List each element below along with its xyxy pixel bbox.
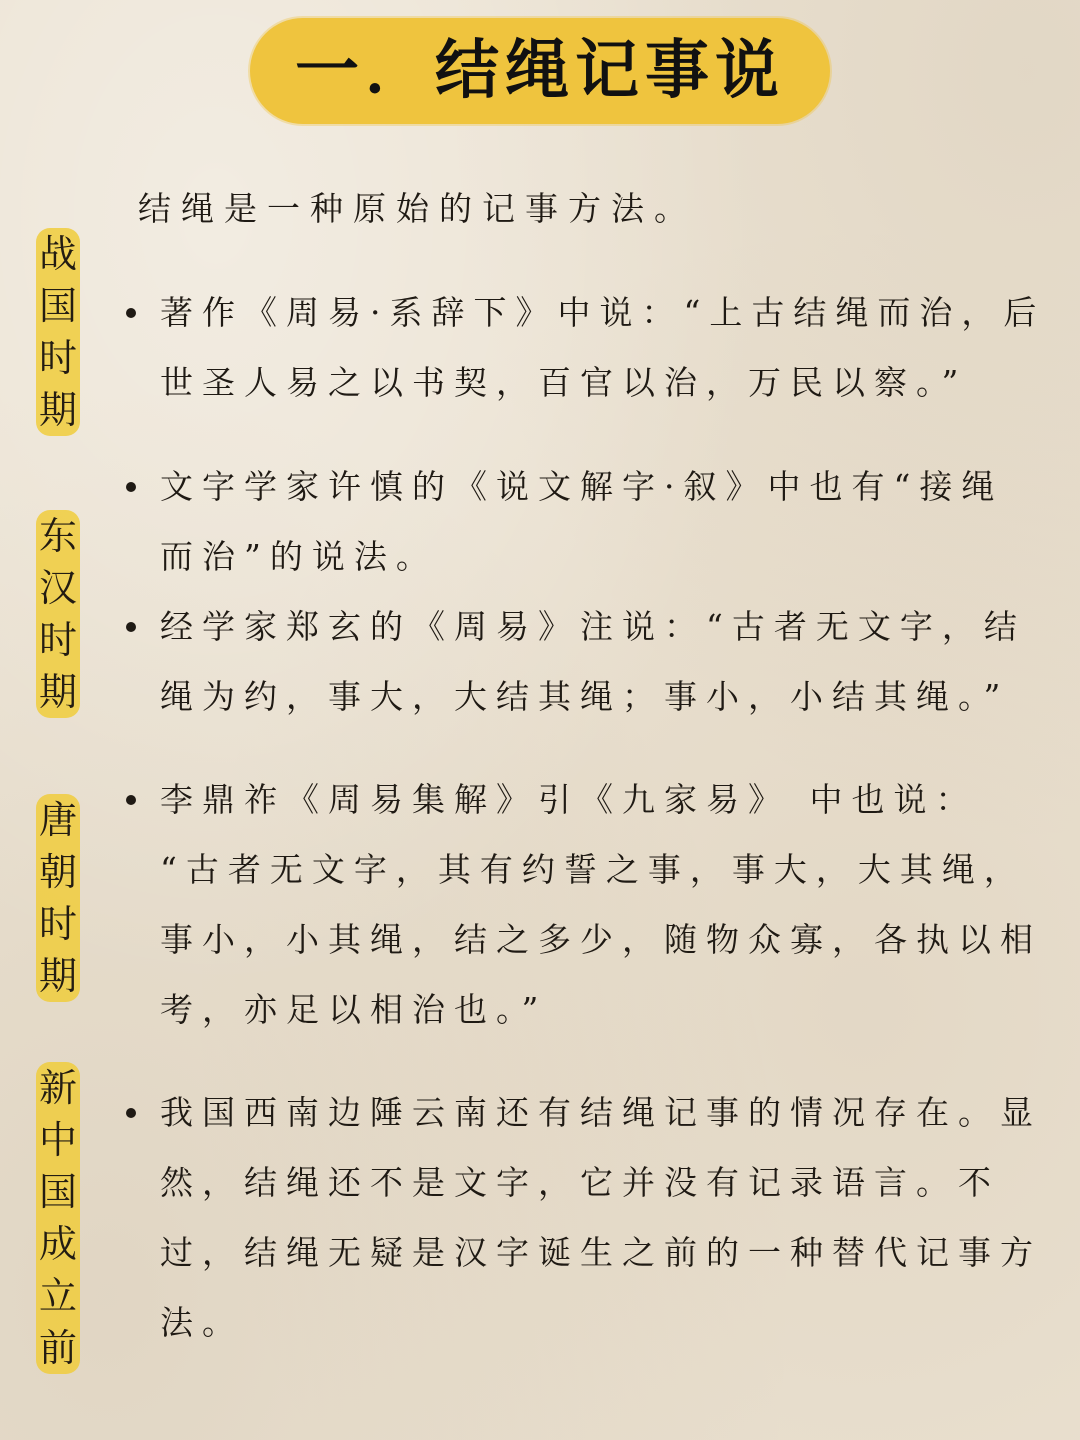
- era-char: 国: [38, 1170, 77, 1214]
- era-char: 前: [38, 1326, 77, 1370]
- bullet-text-line: 事小，小其绳，结之多少，随物众寡，各执以相: [160, 920, 1042, 959]
- bullet-dot: [126, 1108, 136, 1118]
- era-char: 时: [38, 902, 77, 946]
- era-char: 汉: [38, 566, 77, 610]
- bullet-text-line: 法。: [160, 1303, 244, 1342]
- bullet-text-line: 世圣人易之以书契，百官以治，万民以察。”: [160, 363, 968, 402]
- era-char: 东: [38, 514, 77, 558]
- era-label-warring-states: [30, 228, 86, 436]
- era-label-eastern-han: [30, 510, 86, 718]
- era-char: 国: [38, 284, 77, 328]
- era-char: 朝: [38, 850, 77, 894]
- bullet-text-line: 然，结绳还不是文字，它并没有记录语言。不: [160, 1163, 1000, 1202]
- bullet-text-line: “古者无文字，其有约誓之事，事大，大其绳，: [160, 850, 1026, 889]
- bullet-text-line: 绳为约，事大，大结其绳；事小，小结其绳。”: [160, 677, 1010, 716]
- bullet-text-line: 经学家郑玄的《周易》注说：“古者无文字，结: [160, 607, 1026, 646]
- era-label-tang: [30, 794, 86, 1002]
- era-char: 立: [38, 1274, 77, 1318]
- bullet-dot: [126, 482, 136, 492]
- era-char: 期: [38, 388, 77, 432]
- era-char: 唐: [38, 798, 77, 842]
- era-label-pre-new-china: [30, 1062, 86, 1374]
- bullet-dot: [126, 308, 136, 318]
- era-char: 时: [38, 336, 77, 380]
- bullet-text-line: 而治”的说法。: [160, 537, 438, 576]
- intro-text: 结绳是一种原始的记事方法。: [138, 189, 697, 228]
- page-title: 一．结绳记事说: [295, 34, 785, 108]
- bullet-text-line: 过，结绳无疑是汉字诞生之前的一种替代记事方: [160, 1233, 1042, 1272]
- bullet-dot: [126, 795, 136, 805]
- bullet-text-line: 李鼎祚《周易集解》引《九家易》 中也说：: [160, 780, 978, 819]
- era-char: 新: [38, 1066, 77, 1110]
- bullet-dot: [126, 622, 136, 632]
- bullet-text-line: 我国西南边陲云南还有结绳记事的情况存在。显: [160, 1093, 1042, 1132]
- bullet-text-line: 著作《周易·系辞下》中说：“上古结绳而治，后: [160, 293, 1046, 332]
- era-char: 中: [38, 1118, 77, 1162]
- era-char: 时: [38, 618, 77, 662]
- bullet-text-line: 文字学家许慎的《说文解字·叙》中也有“接绳: [160, 467, 1004, 506]
- era-char: 战: [38, 232, 77, 276]
- era-char: 期: [38, 954, 77, 998]
- era-char: 成: [38, 1222, 77, 1266]
- bullet-text-line: 考，亦足以相治也。”: [160, 990, 548, 1029]
- era-char: 期: [38, 670, 77, 714]
